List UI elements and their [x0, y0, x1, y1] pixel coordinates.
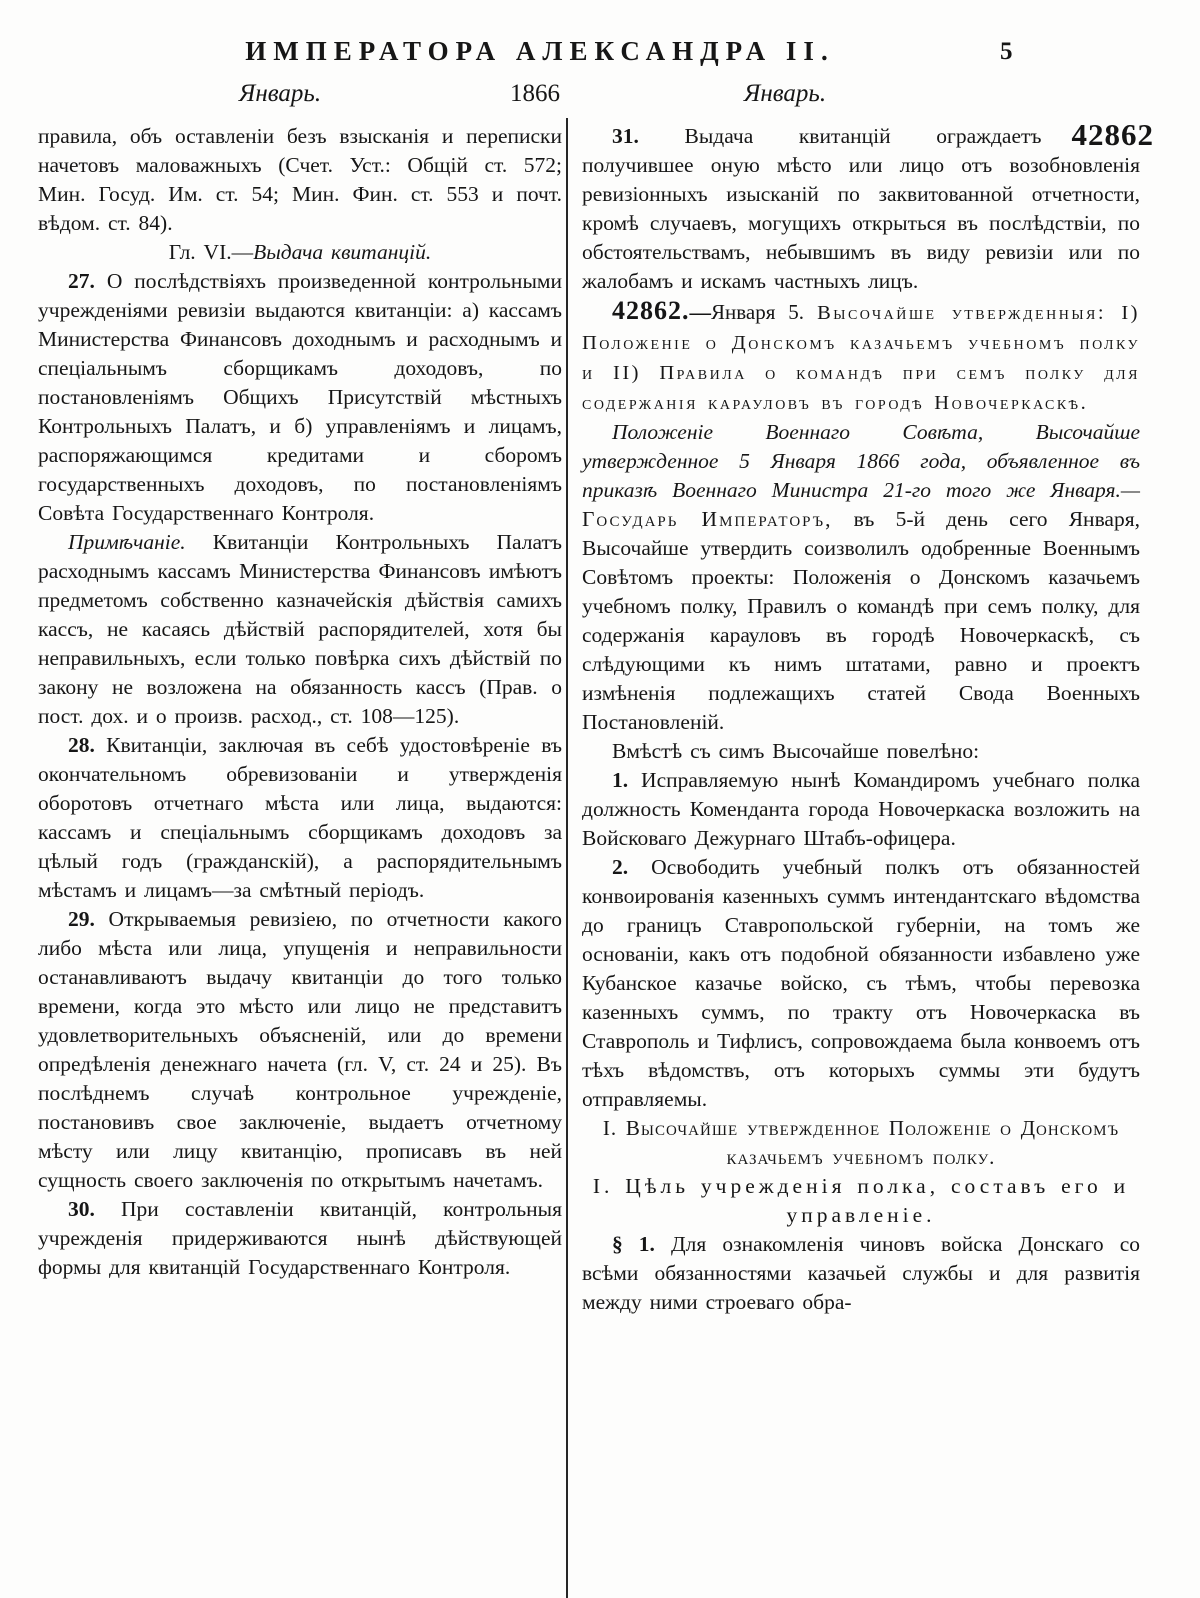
point-1-text: Исправляемую нынѣ Командиромъ учебнаго полка должность Коменданта города Новочеркаска возложить на Войсковаго Дежурнаго Штабъ-офицера.	[582, 768, 1141, 850]
article-30-number: 30.	[68, 1197, 95, 1221]
preamble-rest: въ 5-й день сего Января, Высочайше утвердить соизволилъ одобренные Военнымъ Совѣтомъ проекты: Положенія о Донскомъ казачьемъ учебномъ полку, Правилъ о командѣ при семъ полку, для содержанія карауловъ въ городѣ Новочеркаскѣ, съ слѣдующими къ нимъ штатами, равно и проектъ измѣненія подлежащихъ статей Свода Военныхъ Постановленій.	[582, 507, 1140, 734]
article-29-text: Открываемыя ревизіею, по отчетности какого либо мѣста или лица, упущенія и неправильности останавливаютъ выдачу квитанціи до того только времени, когда это мѣсто или лицо не представитъ удовлетворительныхъ объясненій, или до времени опредѣленія денежнаго начета (гл. V, ст. 24 и 25). Въ послѣднемъ случаѣ контрольное учрежденіе, постановивъ свое заключеніе, выдаетъ отчетному мѣсту или лицу квитанцію, прописавъ въ ней сущность своего заключенія по открытымъ начетамъ.	[38, 907, 562, 1192]
subhead-month-left: Январь.	[238, 80, 322, 107]
article-29	[38, 905, 562, 1195]
article-29-number: 29.	[68, 907, 95, 931]
article-31	[582, 117, 1154, 296]
section-1-paragraph	[582, 1230, 1140, 1317]
article-30	[38, 1195, 562, 1282]
article-31-number: 31.	[612, 124, 639, 148]
preamble-paragraph	[582, 418, 1140, 737]
chapter-heading	[38, 238, 562, 267]
point-1	[582, 766, 1140, 853]
preamble-italic-lead: Положеніе Военнаго Совѣта, Высочайше утвержденное 5 Января 1866 года, объявленное въ приказѣ Военнаго Министра 21-го того же Января.—	[582, 420, 1140, 502]
note-text: Квитанціи Контрольныхъ Палатъ расходнымъ кассамъ Министерства Финансовъ имѣютъ предметомъ собственно казначейскія дѣйствія самихъ кассъ, не касаясь дѣйствій распорядителей, хотя бы неправильныхъ, если только повѣрка сихъ дѣйствій по закону не возложена на обязанность кассъ (Прав. о пост. дох. и о произв. расход., ст. 108—125).	[38, 530, 562, 728]
vmeste-text: Вмѣстѣ съ симъ Высочайше повелѣно:	[612, 739, 980, 763]
paragraph-continuation	[38, 122, 562, 238]
note-label: Примѣчаніе.	[68, 530, 186, 554]
article-30-text: При составленіи квитанцій, контрольныя учрежденія придерживаются нынѣ дѣйствующей формы для квитанцій Государственнаго Контроля.	[38, 1197, 562, 1279]
article-31-text: Выдача квитанцій ограждаетъ получившее оную мѣсто или лицо отъ возобновленія ревизіонныхъ изысканій по заквитованной отчетности, кромѣ случаевъ, могущихъ открыться въ послѣдствіи, по обстоятельствамъ, небывшимъ въ виду ревизіи или по жалобамъ и искамъ частныхъ лицъ.	[582, 124, 1140, 293]
subhead-year: 1866	[510, 80, 560, 107]
section-heading-text: I. Цѣль учрежденія полка, составъ его и управленіе.	[592, 1174, 1130, 1227]
subhead-month-right: Январь.	[743, 80, 827, 107]
act-date: Января 5.	[711, 300, 805, 324]
article-27-number: 27.	[68, 269, 95, 293]
act-number: 42862.	[612, 296, 690, 325]
article-27	[38, 267, 562, 528]
right-column	[582, 117, 1154, 1317]
running-title: ИМПЕРАТОРА АЛЕКСАНДРА II.	[245, 36, 835, 66]
note-paragraph	[38, 528, 562, 731]
chapter-number: Гл. VI.—	[168, 240, 254, 264]
margin-act-number: 42862	[1071, 117, 1154, 152]
continuation-text: правила, объ оставленіи безъ взысканія и переписки начетовъ маловажныхъ (Счет. Уст.: Общій ст. 572; Мин. Госуд. Им. ст. 54; Мин. Фин. ст. 553 и почт. вѣдом. ст. 84).	[38, 124, 562, 235]
article-28-text: Квитанціи, заключая въ себѣ удостовѣреніе въ окончательномъ обревизованіи и утвержденія оборотовъ отчетнаго мѣста или лица, выдаются: кассамъ и спеціальнымъ сборщикамъ доходовъ за цѣлый годъ (гражданскій), а распорядительнымъ мѣстамъ и лицамъ—за смѣтный періодъ.	[38, 733, 562, 902]
point-2-number: 2.	[612, 855, 629, 879]
left-column	[38, 122, 562, 1317]
act-dash: —	[689, 300, 711, 324]
preamble-sovereign: Государь Императоръ,	[582, 507, 833, 531]
act-title: Высочайше утвержденныя: I) Положеніе о Донскомъ казачьемъ учебномъ полку и II) Правила о командѣ при семъ полку для содержанія карауловъ въ городѣ Новочеркаскѣ.	[582, 302, 1141, 414]
page-number: 5	[1000, 38, 1013, 65]
section-1-text: Для ознакомленія чиновъ войска Донскаго со всѣми обязанностями казачьей службы и для развитія между ними строеваго обра-	[582, 1232, 1141, 1314]
vmeste-line	[582, 737, 1140, 766]
statute-heading-text: I. Высочайше утвержденное Положеніе о Донскомъ казачьемъ учебномъ полку.	[602, 1116, 1120, 1169]
section-heading	[582, 1172, 1140, 1230]
point-1-number: 1.	[612, 768, 629, 792]
section-1-number: § 1.	[612, 1232, 655, 1256]
article-28	[38, 731, 562, 905]
point-2	[582, 853, 1140, 1114]
point-2-text: Освободить учебный полкъ отъ обязанностей конвоированія казенныхъ суммъ интендантскаго вѣдомства до границъ Ставропольской губерніи, на томъ же основаніи, какъ отъ подобной обязанности избавлено уже Кубанское казачье войско, съ тѣмъ, чтобы перевозка казенныхъ суммъ, по тракту отъ Новочеркаска въ Ставрополь и Тифлисъ, сопровождаема была конвоемъ отъ тѣхъ вѣдомствъ, отъ которыхъ суммы эти будутъ отправляемы.	[582, 855, 1140, 1111]
article-28-number: 28.	[68, 733, 95, 757]
chapter-title: Выдача квитанцій.	[253, 240, 432, 264]
statute-heading	[582, 1114, 1140, 1172]
act-heading	[582, 296, 1140, 418]
article-27-text: О послѣдствіяхъ произведенной контрольными учрежденіями ревизіи выдаются квитанціи: а) кассамъ Министерства Финансовъ доходнымъ и расходнымъ и спеціальнымъ сборщикамъ доходовъ, по постановленіямъ Общихъ Присутствій мѣстныхъ Контрольныхъ Палатъ, и б) управленіямъ и лицамъ, распоряжающимся кредитами и сборомъ государственныхъ доходовъ, по постановленіямъ Совѣта Государственнаго Контроля.	[38, 269, 562, 525]
text-columns	[38, 117, 1154, 1317]
